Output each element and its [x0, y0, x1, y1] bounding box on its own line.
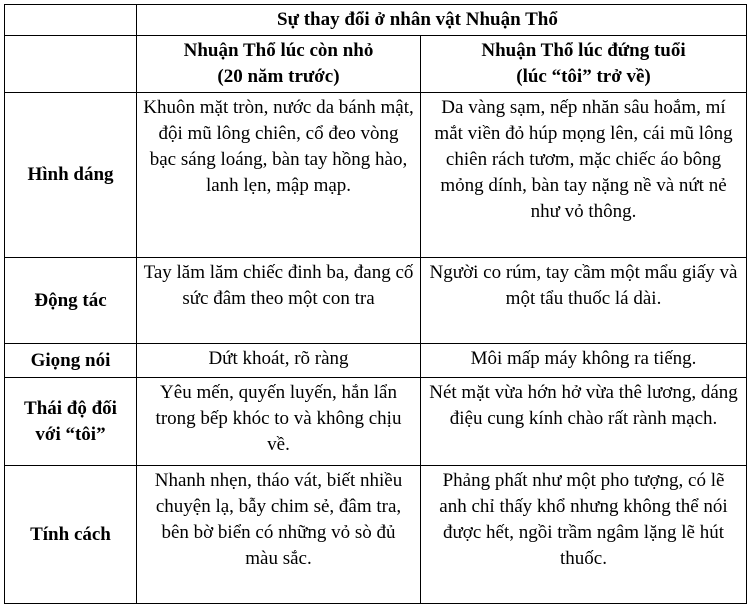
column-header-adult: [421, 36, 747, 93]
cell-young-voice: Dứt khoát, rõ ràng: [137, 344, 421, 378]
cell-young-appearance: Khuôn mặt tròn, nước da bánh mật, đội mũ lông chiên, cổ đeo vòng bạc sáng loáng, bàn tay hồng hào, lanh lẹn, mập mạp.: [137, 93, 421, 258]
cell-young-attitude: Yêu mến, quyến luyến, hắn lẩn trong bếp khóc to và không chịu về.: [137, 378, 421, 466]
table-row: [5, 378, 747, 466]
empty-corner-cell: [5, 5, 137, 36]
column-header-young-line1: Nhuận Thổ lúc còn nhỏ: [183, 40, 374, 61]
cell-young-action: Tay lăm lăm chiếc đinh ba, đang cố sức đâm theo một con tra: [137, 258, 421, 344]
row-label-voice: Giọng nói: [5, 344, 137, 378]
column-header-young-line2: (20 năm trước): [217, 66, 340, 87]
row-label-attitude: Thái độ đối với “tôi”: [5, 378, 137, 466]
table-row: [5, 344, 747, 378]
table-row: [5, 258, 747, 344]
row-label-action: Động tác: [5, 258, 137, 344]
empty-header-cell: [5, 36, 137, 93]
cell-adult-appearance: Da vàng sạm, nếp nhăn sâu hoắm, mí mắt viền đỏ húp mọng lên, cái mũ lông chiên rách tươm, mặc chiếc áo bông mỏng dính, bàn tay nặng nề và nứt nẻ như vỏ thông.: [421, 93, 747, 258]
cell-young-personality: Nhanh nhẹn, tháo vát, biết nhiều chuyện lạ, bẫy chim sẻ, đâm tra, bên bờ biển có những vỏ sò đủ màu sắc.: [137, 466, 421, 604]
table-title: Sự thay đổi ở nhân vật Nhuận Thổ: [137, 5, 747, 36]
column-header-young: [137, 36, 421, 93]
cell-adult-personality: Phảng phất như một pho tượng, có lẽ anh chỉ thấy khổ nhưng không thể nói được hết, ngồi trầm ngâm lặng lẽ hút thuốc.: [421, 466, 747, 604]
comparison-table: [4, 4, 747, 604]
row-label-personality: Tính cách: [5, 466, 137, 604]
header-row: [5, 36, 747, 93]
table-row: [5, 466, 747, 604]
cell-adult-attitude: Nét mặt vừa hớn hở vừa thê lương, dáng điệu cung kính chào rất rành mạch.: [421, 378, 747, 466]
column-header-adult-line1: Nhuận Thổ lúc đứng tuổi: [481, 40, 686, 61]
cell-adult-voice: Môi mấp máy không ra tiếng.: [421, 344, 747, 378]
title-row: [5, 5, 747, 36]
table-row: [5, 93, 747, 258]
column-header-adult-line2: (lúc “tôi” trở về): [516, 66, 651, 87]
cell-adult-action: Người co rúm, tay cầm một mẩu giấy và một tẩu thuốc lá dài.: [421, 258, 747, 344]
row-label-appearance: Hình dáng: [5, 93, 137, 258]
